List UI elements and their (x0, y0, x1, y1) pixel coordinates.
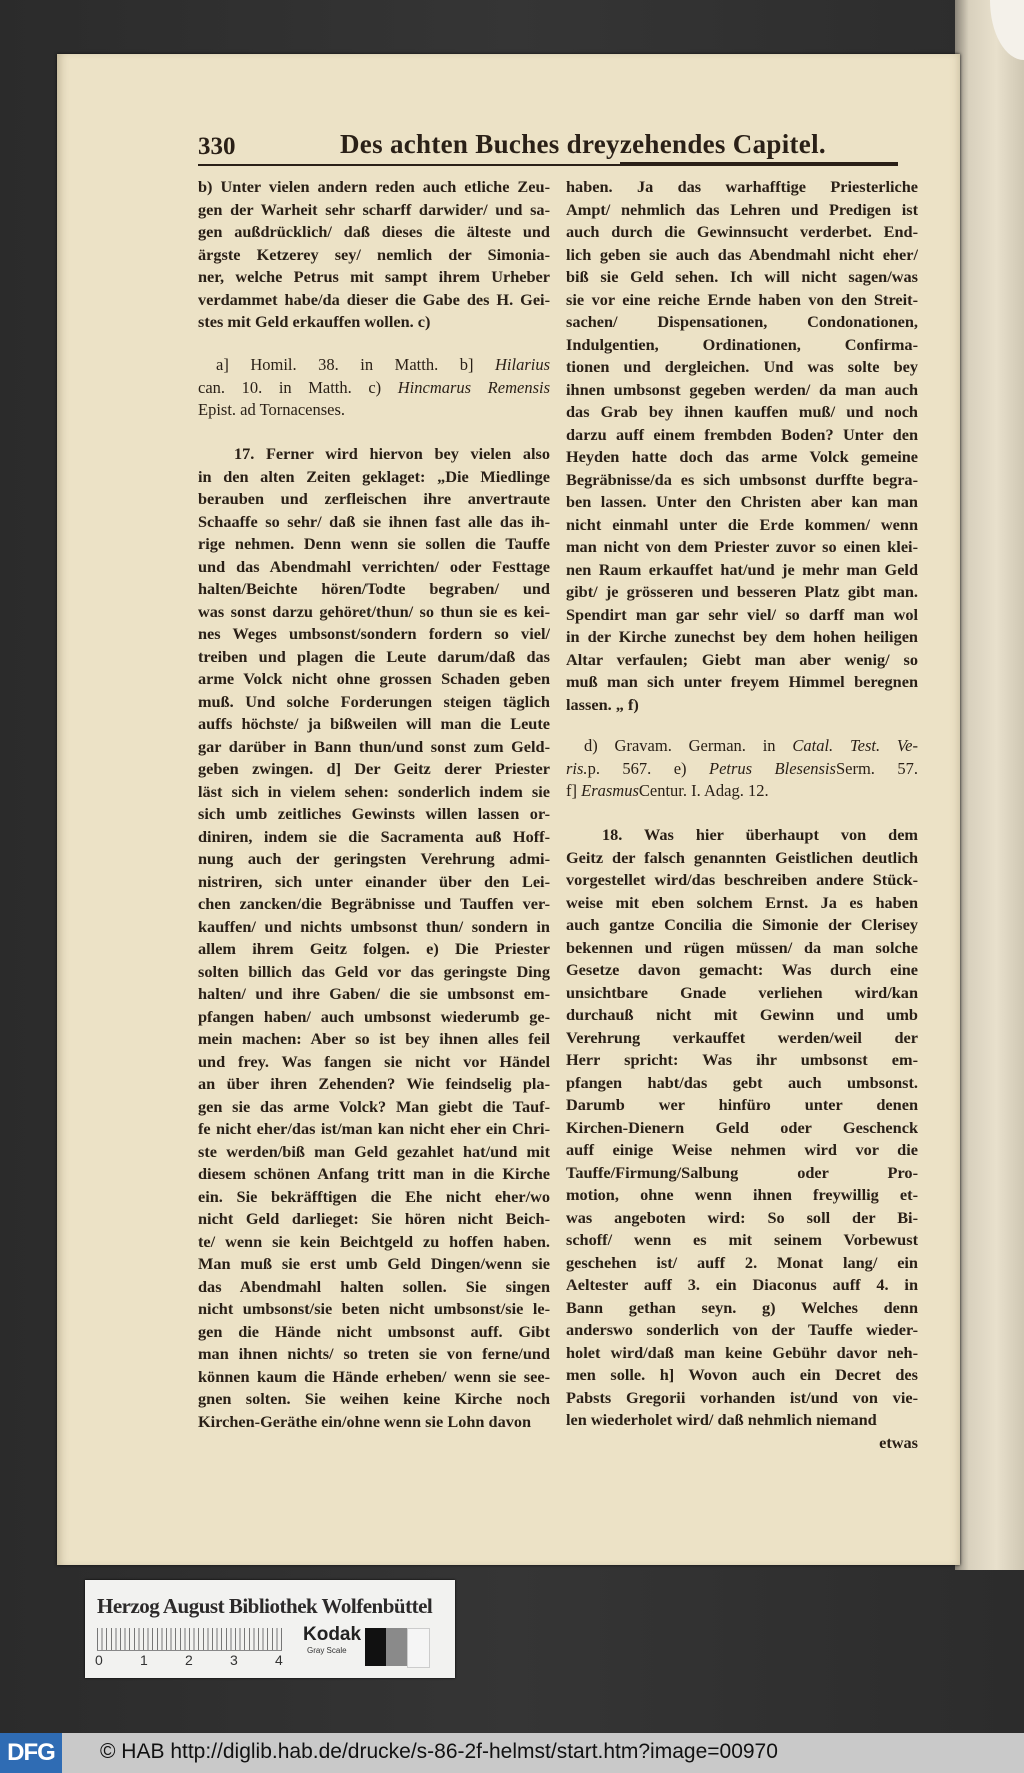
text-line: bekennen und rügen müssen/ da man solche (566, 937, 918, 957)
text-line: Geitz der falsch genannten Geistlichen deutlich (566, 847, 918, 867)
text-line: diesem schönen Anfang tritt man in die Kirche (198, 1164, 550, 1183)
footnote-segment: Epist. ad Tornacenses. (198, 400, 346, 419)
text-line: an über ihren Zehenden? Wie feindselig pla- (198, 1074, 550, 1093)
text-line: sie vor eine reiche Ernde haben von den Streit- (566, 289, 918, 309)
text-line: Altar verfaulen; Giebt man aber wenig/ so (566, 649, 918, 669)
text-line: man ihnen nichts/ so treten sie von ferne/und (198, 1344, 550, 1363)
tick-label: 1 (140, 1652, 148, 1668)
text-line: allem ihrem Geitz folgen. e) Die Priester (198, 939, 550, 958)
tick-label: 3 (230, 1652, 238, 1668)
text-line: geschehen ist/ auff 2. Monat lang/ ein (566, 1252, 918, 1272)
text-line: was angeboten wird: So soll der Bi- (566, 1207, 918, 1227)
tick-label: 4 (275, 1652, 283, 1668)
text-line: nicht Geld darlieget: Sie hören nicht Beich- (198, 1209, 550, 1228)
text-line: ste werden/biß man Geld gezahlet hat/und mit (198, 1141, 550, 1161)
text-line: nistriren, sich unter einander über den Lei- (198, 871, 550, 891)
text-line: können kaum die Hände erheben/ wenn sie see- (198, 1366, 550, 1386)
text-line: biß sie Geld sehen. Ich will nicht sagen/was (566, 267, 918, 286)
text-line: Kirchen-Geräthe ein/ohne wenn sie Lohn davon (198, 1411, 532, 1431)
text-line: gnen solten. Sie weihen keine Kirche noch (198, 1389, 550, 1408)
text-line: berauben und zerfleischen ihre anvertraute (198, 489, 550, 508)
text-line: Herr spricht: Was ihr umbsonst em- (566, 1050, 918, 1069)
text-line: anderswo sonderlich von der Tauffe wieder- (566, 1320, 918, 1339)
text-line: vorgestellet wird/das beschreiben andere Stück- (566, 870, 918, 889)
text-line: und frey. Was fangen sie nicht vor Händel (198, 1051, 550, 1071)
text-line: nen Raum erkauffet hat/und je mehr man Geld (566, 559, 918, 579)
footnote-line (566, 735, 918, 757)
page-number: 330 (198, 133, 236, 160)
footnote-segment: Erasmus (581, 781, 639, 800)
text-line: mein machen: Aber so ist bey ihnen alles feil (198, 1029, 550, 1048)
text-line: ein. Sie bekräfftigen die Ehe nicht eher/wo (198, 1186, 550, 1206)
catchword: etwas (879, 1432, 918, 1452)
text-line: muß man sich unter freyem Himmel beregnen (566, 672, 918, 691)
footnote-segment: Serm. 57. (835, 758, 918, 778)
text-line: Bann gethan seyn. g) Welches denn (566, 1297, 918, 1317)
text-line: gibt/ je grösseren und besseren Platz gibt man. (566, 582, 918, 601)
gray-swatch-mid (386, 1628, 407, 1666)
text-line: tionen und dergleichen. Und was solte bey (566, 357, 918, 376)
adjacent-page-edge (955, 0, 1024, 1570)
text-line: arme Volck nicht ohne grossen Schaden geben (198, 669, 550, 688)
text-line: Aeltester auff 3. ein Diaconus auff 4. in (566, 1275, 918, 1294)
footnote-segment: Catal. Test. Ve- (792, 736, 918, 755)
text-line: das Abendmahl halten sollen. Sie singen (198, 1276, 550, 1296)
text-line: Verehrung verkauffet werden/weil der (566, 1027, 918, 1047)
text-line: in den alten Zeiten geklaget: „Die Miedlinge (198, 466, 550, 486)
text-line: Heyden hatte doch das arme Volck gemeine (566, 447, 918, 466)
text-line: was sonst darzu gehöret/thun/ so thun sie es kei- (198, 601, 550, 621)
kodak-brand: Kodak (303, 1624, 362, 1645)
gray-scale-caption: Gray Scale (307, 1646, 347, 1655)
copyright-link[interactable]: © HAB http://diglib.hab.de/drucke/s-86-2f-helmst/start.htm?image=00970 (100, 1740, 778, 1763)
footnote-segment: d) Gravam. German. in (584, 736, 793, 755)
text-line: ärgste Ketzerey sey/ nemlich der Simonia- (198, 244, 550, 264)
text-line: solten billich das Geld vor das geringste Ding (198, 961, 550, 981)
text-line: pfangen haben/ auch umbsonst wiederumb ge- (198, 1006, 550, 1026)
text-line: Schaaffe so sehr/ daß sie ihnen fast alle das ih- (198, 511, 550, 531)
footnote-line (566, 758, 918, 780)
scale-ruler (97, 1628, 282, 1651)
text-line: te/ wenn sie kein Beichtgeld zu hoffen haben. (198, 1231, 550, 1251)
footnote-segment: Petrus Blesensis (709, 758, 836, 778)
text-line: chen zancken/die Begräbnisse und Tauffen ver- (198, 894, 550, 913)
text-line: verdammet habe/da dieser die Gabe des H. Gei- (198, 289, 550, 309)
text-line: gen sie das arme Volck? Man giebt die Tauf- (198, 1096, 550, 1116)
text-line: durchauß nicht mit Gewinn und umb (566, 1005, 918, 1024)
text-line: diniren, indem sie die Sacramenta auß Hoff- (198, 826, 550, 846)
text-line: auffs höchste/ ja bißweilen will man die Leute (198, 714, 550, 733)
text-line: gar darüber in Bann thun/und sonst zum Geld- (198, 736, 550, 756)
text-line: Darumb wer hinfüro unter denen (566, 1095, 918, 1114)
text-line: in der Kirche zunechst bey dem hohen heiligen (566, 627, 918, 646)
footnote-segment: p. 567. e) (587, 758, 709, 778)
text-line: holet wird/daß man keine Gebühr davor neh- (566, 1342, 918, 1362)
text-line: das Grab bey ihnen kauffen muß/ und noch (566, 402, 918, 421)
text-line: halten/Beichte hören/Todte begraben/ und (198, 579, 550, 598)
text-line: Spendirt man gar sehr viel/ so darff man wol (566, 604, 918, 624)
footnote-segment: Centur. I. Adag. 12. (638, 781, 769, 800)
text-line: motion, ohne wenn ihnen freywillig et- (566, 1185, 918, 1204)
text-line: treiben und plagen die Leute darum/daß das (198, 646, 550, 666)
text-line: 18. Was hier überhaupt von dem (602, 825, 918, 844)
text-line: gen außdrücklich/ daß dieses die älteste und (198, 222, 550, 241)
text-line: auch gantze Concilia die Simonie der Clerisey (566, 915, 918, 934)
footnote-segment: f] (566, 781, 582, 800)
footnote-line (198, 377, 550, 399)
tick-label: 2 (185, 1652, 193, 1668)
text-line: gen der Warheit sehr scharff darwider/ und sa- (198, 199, 550, 219)
running-title: Des achten Buches dreyzehendes Capitel. (340, 129, 826, 159)
text-line: haben. Ja das warhafftige Priesterliche (566, 177, 918, 196)
footer-bar (0, 1733, 1024, 1773)
text-line: man nicht von dem Priester zuvor so einen klei- (566, 537, 918, 556)
text-line: Pabsts Gregorii vorhanden ist/und von vie- (566, 1387, 918, 1407)
text-line: fe nicht eher/das ist/man kan nicht eher ein Chri- (198, 1119, 550, 1138)
text-line: nung auch der geringsten Verehrung admi- (198, 849, 550, 868)
tick-label: 0 (95, 1652, 103, 1668)
text-line: rige nehmen. Denn wenn sie sollen die Tauffe (198, 534, 550, 553)
text-line: und das Abendmahl verrichten/ oder Festtage (198, 556, 550, 576)
text-line: ner, welche Petrus mit sampt ihrem Urheber (198, 267, 550, 286)
footnote-segment: Hincmarus Remensis (397, 377, 550, 397)
text-line: kauffen/ und nichts umbsonst thun/ sondern in (198, 916, 550, 936)
library-label-card (85, 1580, 455, 1678)
text-line: muß. Und solche Forderungen steigen täglich (198, 691, 550, 711)
text-line: sich umb zeitliches Gewinsts willen lassen or- (198, 804, 550, 823)
text-line: Man muß sie erst umb Geld Dingen/wenn sie (198, 1254, 550, 1273)
footnote-segment: can. 10. in Matth. c) (198, 377, 398, 397)
footnote-segment: a] Homil. 38. in Matth. b] (216, 355, 495, 374)
text-line: Kirchen-Dienern Geld oder Geschenck (566, 1117, 918, 1137)
text-line: Indulgentien, Ordinationen, Confirma- (566, 334, 918, 354)
text-line: men solle. h] Wovon auch ein Decret des (566, 1365, 918, 1384)
ruler-ticks (97, 1652, 297, 1672)
footnote-line (198, 354, 550, 376)
footnote-segment: ris. (566, 758, 588, 778)
footnote-line (566, 780, 918, 802)
text-line: geben zwingen. d] Der Geitz derer Priester (198, 759, 550, 778)
text-line: Gesetze davon gemacht: Was durch eine (566, 960, 918, 979)
text-line: unsichtbare Gnade verliehen wird/kan (566, 982, 918, 1002)
text-line: läst sich in vielem sehen: sonderlich indem sie (198, 781, 550, 801)
text-line: Ampt/ nehmlich das Lehren und Predigen ist (566, 199, 918, 219)
text-line: halten/ und ihre Gaben/ die sie umbsonst em- (198, 984, 550, 1003)
text-line: pfangen habt/das gebt auch umbsonst. (566, 1072, 918, 1092)
text-line: auch durch die Gewinnsucht verderbet. End- (566, 222, 918, 241)
text-line: stes mit Geld erkauffen wollen. c) (198, 312, 431, 331)
text-line: auff einige Weise nehmen wird vor die (566, 1140, 918, 1159)
header-rule-thick (620, 162, 898, 165)
text-line: weise mit eben solchem Ernst. Ja es haben (566, 892, 918, 912)
text-line: gen die Hände nicht umbsonst auff. Gibt (198, 1321, 550, 1341)
text-line: ihnen umbsonst gegeben werden/ da man auch (566, 379, 918, 399)
text-line: lich geben sie auch das Abendmahl nicht eher/ (566, 244, 918, 264)
library-name: Herzog August Bibliothek Wolfenbüttel (97, 1594, 433, 1618)
text-line: ben lassen. Unter den Christen aber kan man (566, 492, 918, 511)
text-line: Begräbnisse/da es sich umbsonst durffte begra- (566, 469, 918, 489)
footnote-segment: Hilarius (494, 355, 550, 374)
text-line: b) Unter vielen andern reden auch etliche Zeu- (198, 177, 550, 196)
gray-swatch-white (407, 1628, 430, 1668)
text-line: schoff/ wenn es mit seinem Vorbewust (566, 1230, 918, 1249)
text-line: 17. Ferner wird hiervon bey vielen also (234, 444, 550, 463)
footnote-line (198, 399, 550, 421)
text-line: len wiederholet wird/ daß nehmlich niemand (566, 1410, 877, 1429)
text-line: darzu auff einem frembden Boden? Unter den (566, 424, 918, 444)
text-line: nicht umbsonst/sie beten nicht umbsonst/sie le- (198, 1299, 550, 1318)
text-line: sachen/ Dispensationen, Condonationen, (566, 312, 918, 331)
text-line: Tauffe/Firmung/Salbung oder Pro- (566, 1162, 918, 1182)
gray-swatch-black (365, 1628, 386, 1666)
text-line: nicht einmahl unter die Erde kommen/ wenn (566, 514, 918, 534)
text-line: lassen. „ f) (566, 694, 639, 714)
text-line: nes Weges umbsonst/sondern fordern so viel/ (198, 624, 550, 643)
dfg-logo: DFG (0, 1733, 62, 1773)
